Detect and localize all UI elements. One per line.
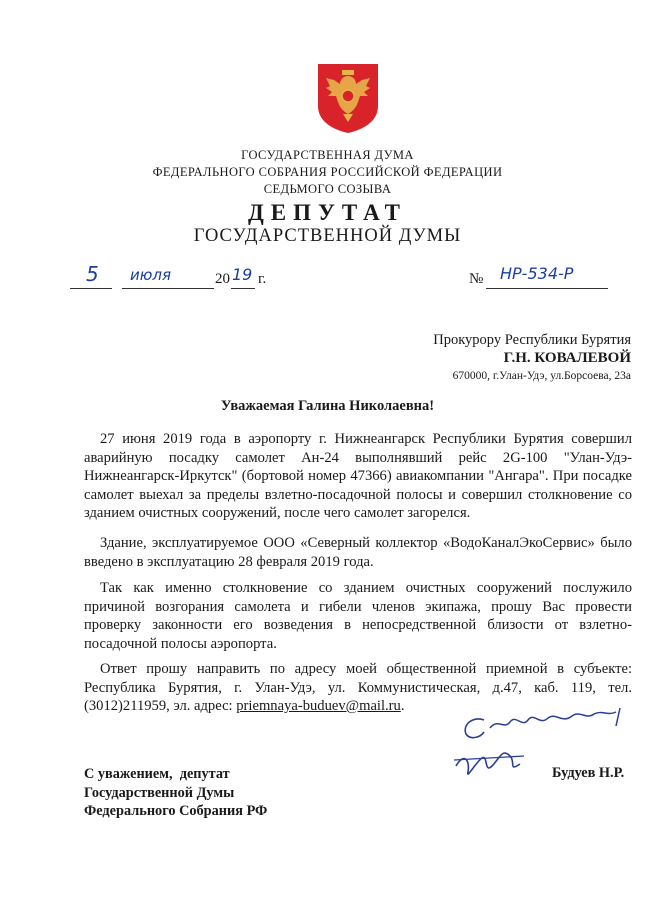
month-underline	[122, 288, 214, 289]
paragraph-4-end: .	[400, 698, 405, 714]
signer-name: Будуев Н.Р.	[552, 765, 625, 781]
email-link[interactable]: priemnaya-buduev@mail.ru	[236, 698, 401, 714]
paragraph-1	[84, 430, 632, 523]
closing-line3: Федерального Собрания РФ	[84, 803, 268, 819]
date-month: июля	[130, 266, 171, 284]
letterhead-line2: ФЕДЕРАЛЬНОГО СОБРАНИЯ РОССИЙСКОЙ ФЕДЕРАЦИИ	[152, 165, 503, 179]
letterhead-subtitle: ГОСУДАРСТВЕННОЙ ДУМЫ	[193, 226, 462, 246]
year-unit: г.	[258, 271, 267, 287]
number-underline	[486, 288, 608, 289]
greeting: Уважаемая Галина Николаевна!	[220, 398, 435, 414]
paragraph-4-text: Ответ прошу направить по адресу моей общественной приемной в субъекте: Республика Бурятия, г. Улан-Удэ, ул. Коммунистическая, д.47, каб. 119, тел.(3012)211959, эл. адрес:	[84, 661, 632, 714]
letterhead-title: ДЕПУТАТ	[247, 200, 408, 225]
closing-line2: Государственной Думы	[84, 784, 235, 801]
closing-line1: С уважением, депутат	[84, 766, 230, 782]
addressee-name: Г.Н. КОВАЛЕВОЙ	[503, 350, 631, 366]
letterhead-line1: ГОСУДАРСТВЕННАЯ ДУМА	[241, 148, 414, 162]
day-underline	[70, 288, 112, 289]
paragraph-1-text: 27 июня 2019 года в аэропорту г. Нижнеангарск Республики Бурятия совершил аварийную посадку самолет Ан-24 выполнявший рейс 2G-100 "Улан-Удэ-Нижнеангарск-Иркутск" (бортовой номер 47366) авиакомпании "Ангара". При посадке самолет выехал за пределы взлетно-посадочной полосы и совершил столкновение со зданием очистных сооружений, после чего самолет загорелся.	[84, 431, 632, 521]
year-underline	[231, 288, 255, 289]
year-prefix: 20	[215, 271, 230, 287]
addressee-line1: Прокурору Республики Бурятия	[433, 332, 631, 348]
date-day: 5	[86, 262, 99, 286]
coat-of-arms-icon	[316, 62, 380, 134]
paragraph-2-text: Здание, эксплуатируемое ООО «Северный коллектор «ВодоКаналЭкоСервис» было введено в эксплуатацию 28 февраля 2019 года.	[84, 535, 632, 570]
date-line	[70, 262, 610, 294]
paragraph-3-text: Так как именно столкновение со зданием очистных сооружений послужило причиной возгорания самолета и гибели членов экипажа, прошу Вас провести проверку законности его возведения в непосредственной близости от взлетно-посадочной полосы аэропорта.	[84, 580, 632, 652]
paragraph-2	[84, 534, 632, 571]
year-suffix: 19	[232, 265, 253, 284]
letter-number: НР-534-Р	[500, 264, 574, 283]
closing-block	[84, 765, 267, 821]
addressee-address: 670000, г.Улан-Удэ, ул.Борсоева, 23а	[452, 370, 631, 382]
paragraph-3	[84, 579, 632, 653]
number-label: №	[469, 271, 484, 287]
letterhead-line3: СЕДЬМОГО СОЗЫВА	[263, 182, 392, 196]
